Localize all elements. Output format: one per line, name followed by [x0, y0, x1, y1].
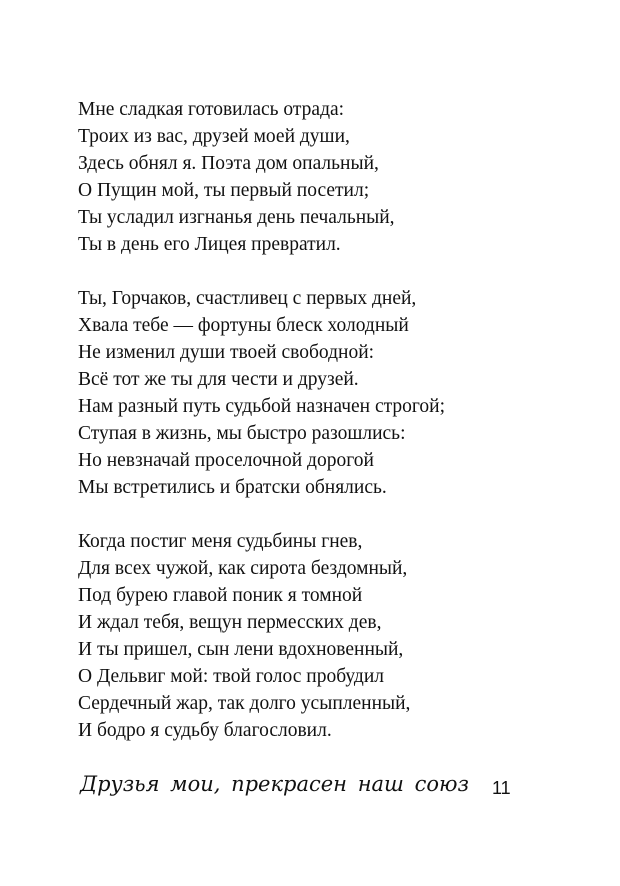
- poem-line: Ты, Горчаков, счастливец с первых дней,: [78, 288, 417, 309]
- poem-line: Не изменил души твоей свободной:: [78, 342, 375, 363]
- poem-line: Ступая в жизнь, мы быстро разошлись:: [78, 423, 406, 444]
- poem-line: И ты пришел, сын лени вдохновенный,: [78, 639, 404, 660]
- poem-line: Всё тот же ты для чести и друзей.: [78, 369, 359, 390]
- poem-line: И ждал тебя, вещун пермесских дев,: [78, 612, 382, 633]
- poem-line: Нам разный путь судьбой назначен строгой;: [78, 396, 446, 417]
- poem-line: Хвала тебе — фортуны блеск холодный: [78, 315, 409, 336]
- poem-line: Под бурею главой поник я томной: [78, 585, 363, 606]
- poem-line: О Пущин мой, ты первый посетил;: [78, 180, 370, 201]
- page-number: 11: [492, 778, 511, 798]
- poem-text: [78, 96, 558, 771]
- poem-line: Троих из вас, друзей моей души,: [78, 126, 350, 147]
- poem-line: Ты в день его Лицея превратил.: [78, 234, 341, 255]
- stanza-3: [78, 528, 558, 744]
- stanza-1: [78, 96, 558, 258]
- poem-line: Когда постиг меня судьбины гнев,: [78, 531, 363, 552]
- poem-line: Здесь обнял я. Поэта дом опальный,: [78, 153, 379, 174]
- poem-line: Но невзначай проселочной дорогой: [78, 450, 374, 471]
- poem-line: Сердечный жар, так долго усыпленный,: [78, 693, 411, 714]
- poem-line: О Дельвиг мой: твой голос пробудил: [78, 666, 384, 687]
- poem-line: Для всех чужой, как сирота бездомный,: [78, 558, 408, 579]
- poem-line: Ты усладил изгнанья день печальный,: [78, 207, 395, 228]
- running-footer-title: Друзья мои, прекрасен наш союз: [80, 772, 469, 796]
- stanza-2: [78, 285, 558, 501]
- poem-line: Мы встретились и братски обнялись.: [78, 477, 387, 498]
- poem-line: И бодро я судьбу благословил.: [78, 720, 332, 741]
- poem-line: Мне сладкая готовилась отрада:: [78, 99, 345, 120]
